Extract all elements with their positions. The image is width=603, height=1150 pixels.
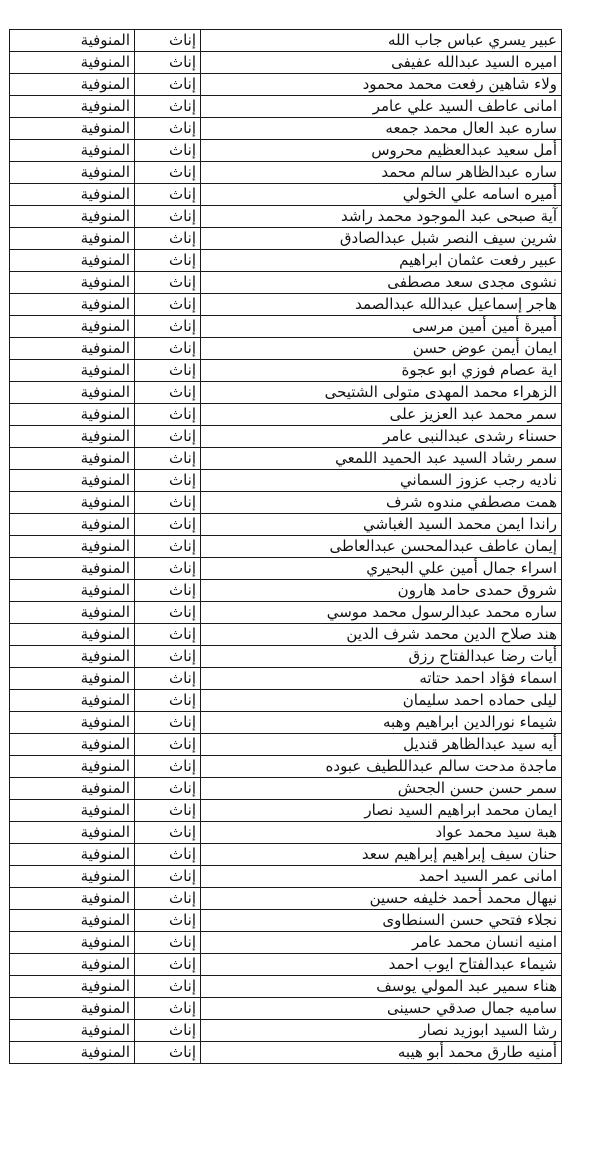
table-row: [10, 316, 562, 338]
gender-cell: إناث: [135, 360, 201, 382]
gender-cell: إناث: [135, 976, 201, 998]
table-row: [10, 932, 562, 954]
table-row: [10, 668, 562, 690]
gender-cell: إناث: [135, 800, 201, 822]
table-row: [10, 360, 562, 382]
name-cell: شيماء نورالدين ابراهيم وهبه: [201, 712, 562, 734]
governorate-cell: المنوفية: [10, 822, 135, 844]
table-row: [10, 140, 562, 162]
table-row: [10, 558, 562, 580]
name-cell: سمر رشاد السيد عبد الحميد اللمعي: [201, 448, 562, 470]
governorate-cell: المنوفية: [10, 74, 135, 96]
names-table: [9, 29, 562, 1064]
table-row: [10, 888, 562, 910]
name-cell: ايمان محمد ابراهيم السيد نصار: [201, 800, 562, 822]
governorate-cell: المنوفية: [10, 316, 135, 338]
name-cell: حنان سيف إبراهيم إبراهيم سعد: [201, 844, 562, 866]
gender-cell: إناث: [135, 118, 201, 140]
table-row: [10, 470, 562, 492]
table-row: [10, 118, 562, 140]
table-row: [10, 426, 562, 448]
table-row: [10, 52, 562, 74]
governorate-cell: المنوفية: [10, 690, 135, 712]
gender-cell: إناث: [135, 580, 201, 602]
gender-cell: إناث: [135, 30, 201, 52]
table-row: [10, 624, 562, 646]
table-row: [10, 734, 562, 756]
name-cell: ساره محمد عبدالرسول محمد موسي: [201, 602, 562, 624]
gender-cell: إناث: [135, 52, 201, 74]
gender-cell: إناث: [135, 426, 201, 448]
gender-cell: إناث: [135, 470, 201, 492]
gender-cell: إناث: [135, 206, 201, 228]
governorate-cell: المنوفية: [10, 294, 135, 316]
governorate-cell: المنوفية: [10, 382, 135, 404]
governorate-cell: المنوفية: [10, 668, 135, 690]
name-cell: ساره عبد العال محمد جمعه: [201, 118, 562, 140]
governorate-cell: المنوفية: [10, 1042, 135, 1064]
gender-cell: إناث: [135, 96, 201, 118]
governorate-cell: المنوفية: [10, 800, 135, 822]
gender-cell: إناث: [135, 866, 201, 888]
name-cell: أيات رضا عبدالفتاح رزق: [201, 646, 562, 668]
name-cell: عبير رفعت عثمان ابراهيم: [201, 250, 562, 272]
gender-cell: إناث: [135, 932, 201, 954]
gender-cell: إناث: [135, 756, 201, 778]
governorate-cell: المنوفية: [10, 536, 135, 558]
gender-cell: إناث: [135, 514, 201, 536]
governorate-cell: المنوفية: [10, 976, 135, 998]
name-cell: أميره اسامه علي الخولي: [201, 184, 562, 206]
table-row: [10, 228, 562, 250]
governorate-cell: المنوفية: [10, 118, 135, 140]
table-row: [10, 184, 562, 206]
name-cell: ولاء شاهين رفعت محمد محمود: [201, 74, 562, 96]
governorate-cell: المنوفية: [10, 184, 135, 206]
governorate-cell: المنوفية: [10, 910, 135, 932]
table-row: [10, 580, 562, 602]
governorate-cell: المنوفية: [10, 272, 135, 294]
governorate-cell: المنوفية: [10, 646, 135, 668]
table-row: [10, 448, 562, 470]
table-row: [10, 382, 562, 404]
gender-cell: إناث: [135, 734, 201, 756]
governorate-cell: المنوفية: [10, 954, 135, 976]
name-cell: شرين سيف النصر شبل عبدالصادق: [201, 228, 562, 250]
table-row: [10, 602, 562, 624]
governorate-cell: المنوفية: [10, 866, 135, 888]
name-cell: عبير يسري عباس جاب الله: [201, 30, 562, 52]
table-row: [10, 514, 562, 536]
governorate-cell: المنوفية: [10, 228, 135, 250]
gender-cell: إناث: [135, 910, 201, 932]
name-cell: ساره عبدالظاهر سالم محمد: [201, 162, 562, 184]
name-cell: شروق حمدى حامد هارون: [201, 580, 562, 602]
governorate-cell: المنوفية: [10, 514, 135, 536]
name-cell: هند صلاح الدين محمد شرف الدين: [201, 624, 562, 646]
name-cell: رشا السيد ابوزيد نصار: [201, 1020, 562, 1042]
name-cell: شيماء عبدالفتاح ايوب احمد: [201, 954, 562, 976]
table-row: [10, 404, 562, 426]
table-row: [10, 910, 562, 932]
name-cell: هناء سمير عبد المولي يوسف: [201, 976, 562, 998]
name-cell: همت مصطفي مندوه شرف: [201, 492, 562, 514]
name-cell: هبة سيد محمد عواد: [201, 822, 562, 844]
name-cell: اية عصام فوزي ابو عجوة: [201, 360, 562, 382]
table-row: [10, 690, 562, 712]
governorate-cell: المنوفية: [10, 470, 135, 492]
name-cell: آية صبحى عبد الموجود محمد راشد: [201, 206, 562, 228]
name-cell: أمل سعيد عبدالعظيم محروس: [201, 140, 562, 162]
table-row: [10, 998, 562, 1020]
table-row: [10, 162, 562, 184]
name-cell: ساميه جمال صدقي حسينى: [201, 998, 562, 1020]
name-cell: ماجدة مدحت سالم عبداللطيف عبوده: [201, 756, 562, 778]
table-row: [10, 250, 562, 272]
governorate-cell: المنوفية: [10, 844, 135, 866]
gender-cell: إناث: [135, 1042, 201, 1064]
name-cell: ناديه رجب عزوز السماني: [201, 470, 562, 492]
name-cell: إيمان عاطف عبدالمحسن عبدالعاطى: [201, 536, 562, 558]
table-row: [10, 822, 562, 844]
gender-cell: إناث: [135, 272, 201, 294]
gender-cell: إناث: [135, 888, 201, 910]
governorate-cell: المنوفية: [10, 96, 135, 118]
name-cell: أيه سيد عبدالظاهر قنديل: [201, 734, 562, 756]
governorate-cell: المنوفية: [10, 602, 135, 624]
governorate-cell: المنوفية: [10, 932, 135, 954]
table-row: [10, 1042, 562, 1064]
name-cell: امانى عمر السيد احمد: [201, 866, 562, 888]
gender-cell: إناث: [135, 778, 201, 800]
gender-cell: إناث: [135, 74, 201, 96]
name-cell: نيهال محمد أحمد خليفه حسين: [201, 888, 562, 910]
name-cell: أمنيه طارق محمد أبو هيبه: [201, 1042, 562, 1064]
governorate-cell: المنوفية: [10, 360, 135, 382]
governorate-cell: المنوفية: [10, 448, 135, 470]
table-row: [10, 954, 562, 976]
governorate-cell: المنوفية: [10, 338, 135, 360]
table-row: [10, 976, 562, 998]
gender-cell: إناث: [135, 140, 201, 162]
name-cell: امانى عاطف السيد علي عامر: [201, 96, 562, 118]
gender-cell: إناث: [135, 338, 201, 360]
table-row: [10, 646, 562, 668]
governorate-cell: المنوفية: [10, 1020, 135, 1042]
governorate-cell: المنوفية: [10, 404, 135, 426]
governorate-cell: المنوفية: [10, 888, 135, 910]
governorate-cell: المنوفية: [10, 712, 135, 734]
gender-cell: إناث: [135, 448, 201, 470]
table-row: [10, 338, 562, 360]
governorate-cell: المنوفية: [10, 30, 135, 52]
table-row: [10, 96, 562, 118]
name-cell: نجلاء فتحي حسن السنطاوى: [201, 910, 562, 932]
gender-cell: إناث: [135, 162, 201, 184]
governorate-cell: المنوفية: [10, 52, 135, 74]
governorate-cell: المنوفية: [10, 492, 135, 514]
gender-cell: إناث: [135, 690, 201, 712]
table-row: [10, 30, 562, 52]
table-row: [10, 1020, 562, 1042]
names-table-body: [10, 30, 562, 1064]
gender-cell: إناث: [135, 382, 201, 404]
name-cell: ليلى حماده احمد سليمان: [201, 690, 562, 712]
governorate-cell: المنوفية: [10, 624, 135, 646]
name-cell: سمر محمد عبد العزيز على: [201, 404, 562, 426]
gender-cell: إناث: [135, 668, 201, 690]
governorate-cell: المنوفية: [10, 998, 135, 1020]
name-cell: راندا ايمن محمد السيد الغباشي: [201, 514, 562, 536]
gender-cell: إناث: [135, 536, 201, 558]
governorate-cell: المنوفية: [10, 778, 135, 800]
name-cell: اميره السيد عبدالله عفيفى: [201, 52, 562, 74]
governorate-cell: المنوفية: [10, 206, 135, 228]
table-row: [10, 756, 562, 778]
table-row: [10, 866, 562, 888]
governorate-cell: المنوفية: [10, 580, 135, 602]
gender-cell: إناث: [135, 404, 201, 426]
table-row: [10, 712, 562, 734]
table-row: [10, 778, 562, 800]
name-cell: نشوى مجدى سعد مصطفى: [201, 272, 562, 294]
table-row: [10, 206, 562, 228]
gender-cell: إناث: [135, 558, 201, 580]
gender-cell: إناث: [135, 228, 201, 250]
name-cell: هاجر إسماعيل عبدالله عبدالصمد: [201, 294, 562, 316]
name-cell: ايمان أيمن عوض حسن: [201, 338, 562, 360]
governorate-cell: المنوفية: [10, 558, 135, 580]
name-cell: حسناء رشدى عبدالنبى عامر: [201, 426, 562, 448]
gender-cell: إناث: [135, 646, 201, 668]
name-cell: اسراء جمال أمين علي البحيري: [201, 558, 562, 580]
gender-cell: إناث: [135, 998, 201, 1020]
name-cell: أميرة أمين أمين مرسى: [201, 316, 562, 338]
gender-cell: إناث: [135, 492, 201, 514]
governorate-cell: المنوفية: [10, 162, 135, 184]
gender-cell: إناث: [135, 602, 201, 624]
name-cell: الزهراء محمد المهدى متولى الشتيحى: [201, 382, 562, 404]
governorate-cell: المنوفية: [10, 250, 135, 272]
governorate-cell: المنوفية: [10, 426, 135, 448]
table-row: [10, 294, 562, 316]
gender-cell: إناث: [135, 250, 201, 272]
gender-cell: إناث: [135, 712, 201, 734]
table-row: [10, 800, 562, 822]
governorate-cell: المنوفية: [10, 756, 135, 778]
table-row: [10, 272, 562, 294]
gender-cell: إناث: [135, 624, 201, 646]
governorate-cell: المنوفية: [10, 734, 135, 756]
name-cell: امنيه انسان محمد عامر: [201, 932, 562, 954]
table-row: [10, 74, 562, 96]
gender-cell: إناث: [135, 1020, 201, 1042]
governorate-cell: المنوفية: [10, 140, 135, 162]
table-row: [10, 844, 562, 866]
gender-cell: إناث: [135, 954, 201, 976]
gender-cell: إناث: [135, 844, 201, 866]
gender-cell: إناث: [135, 294, 201, 316]
table-row: [10, 492, 562, 514]
gender-cell: إناث: [135, 316, 201, 338]
table-row: [10, 536, 562, 558]
name-cell: سمر حسن حسن الجحش: [201, 778, 562, 800]
gender-cell: إناث: [135, 822, 201, 844]
gender-cell: إناث: [135, 184, 201, 206]
name-cell: اسماء فؤاد احمد حتاته: [201, 668, 562, 690]
